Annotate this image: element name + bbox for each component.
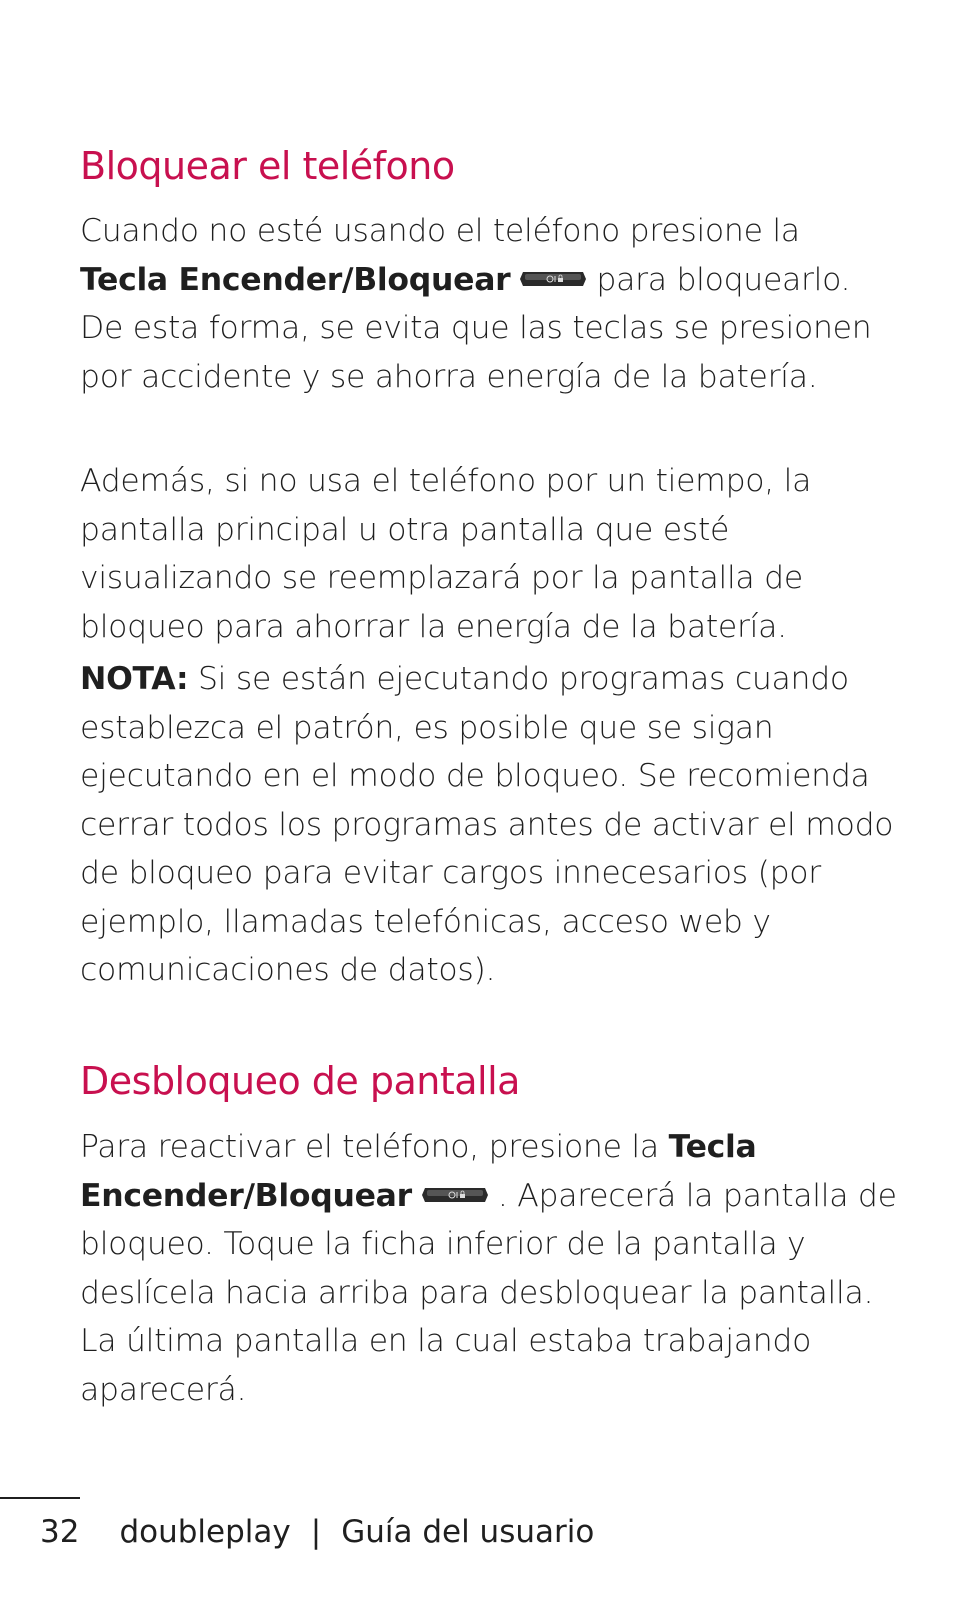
section-heading-desbloqueo: Desbloqueo de pantalla	[80, 1059, 520, 1103]
page-footer	[40, 1512, 594, 1552]
power-lock-key-label-2: Tecla Encender/Bloquear	[80, 1129, 757, 1214]
power-lock-key-icon	[520, 271, 586, 287]
note-label: NOTA:	[80, 661, 189, 697]
lock-text-intro: Cuando no esté usando el teléfono presione la	[80, 213, 800, 249]
footer-guide: Guía del usuario	[341, 1514, 595, 1550]
power-lock-key-label: Tecla Encender/Bloquear	[80, 261, 511, 298]
paragraph-lock-instructions	[80, 207, 900, 401]
paragraph-unlock-instructions	[80, 1123, 900, 1414]
paragraph-auto-lock: Además, si no usa el teléfono por un tiempo, la pantalla principal u otra pantalla que esté visualizando se reemplazará por la pantalla de bloqueo para ahorrar la energía de la batería.	[80, 463, 812, 645]
lock-text-rest: De esta forma, se evita que las teclas se presionen por accidente y se ahorra energía de la batería.	[80, 310, 872, 395]
lock-text-after-key: para bloquearlo.	[596, 261, 851, 298]
page-number: 32	[40, 1514, 80, 1550]
unlock-text-rest: . Aparecerá la pantalla de bloqueo. Toque la ficha inferior de la pantalla y deslícela hacia arriba para desbloquear la pantalla. La última pantalla en la cual estaba trabajando aparecerá.	[80, 1177, 897, 1408]
note-text: Si se están ejecutando programas cuando establezca el patrón, es posible que se sigan ejecutando en el modo de bloqueo. Se recomienda cerrar todos los programas antes de activar el modo de bloqueo para evitar cargos innecesarios (por ejemplo, llamadas telefónicas, acceso web y comunicaciones de datos).	[80, 661, 894, 988]
power-lock-key-icon	[422, 1187, 488, 1203]
footer-separator: |	[310, 1514, 322, 1550]
footer-product: doubleplay	[119, 1514, 291, 1550]
unlock-text-intro: Para reactivar el teléfono, presione la	[80, 1129, 659, 1165]
paragraph-note	[80, 655, 900, 995]
section-heading-bloquear: Bloquear el teléfono	[80, 144, 455, 188]
footer-rule	[0, 1497, 80, 1499]
